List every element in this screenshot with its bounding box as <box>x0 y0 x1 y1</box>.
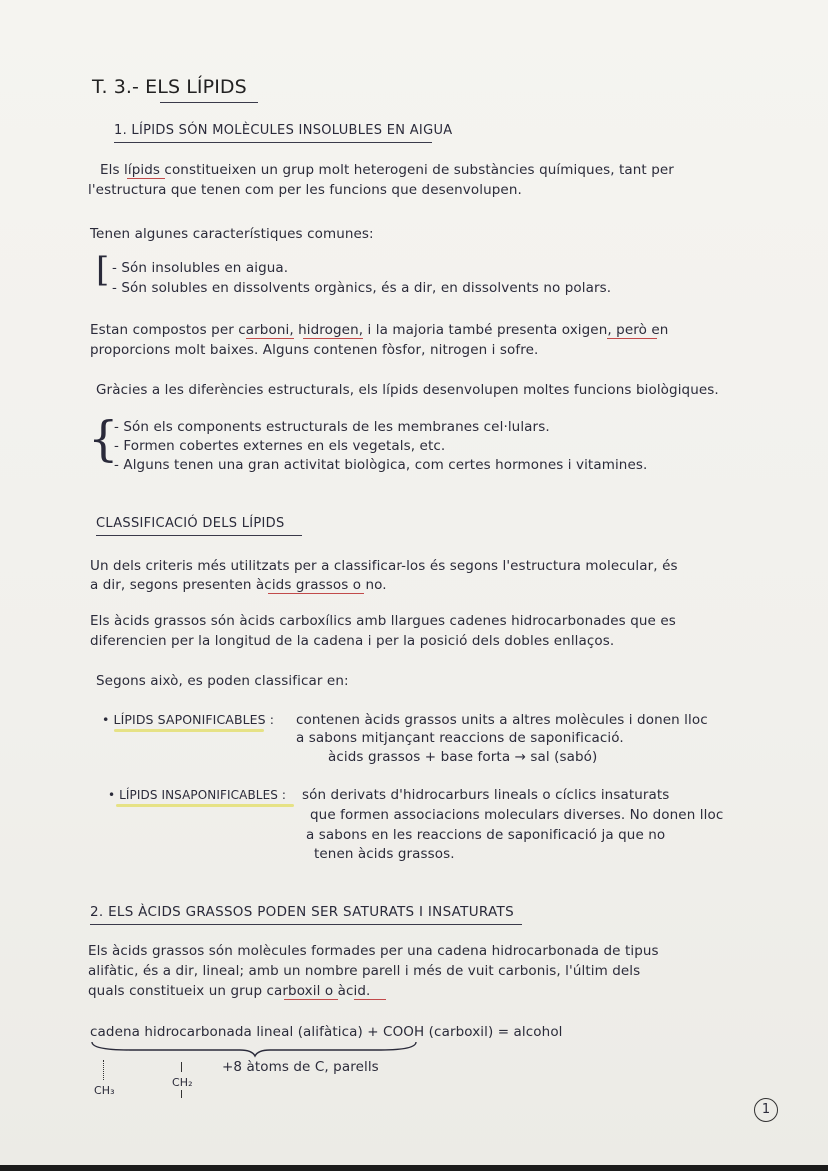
word-underline-acids-grassos <box>268 593 364 594</box>
formula-brace <box>90 1040 420 1058</box>
saponificables-line1: contenen àcids grassos units a altres molècules i donen lloc <box>296 712 708 728</box>
insaponificables-line2: que formen associacions moleculars diverses. No donen lloc <box>310 807 724 823</box>
classification-heading: CLASSIFICACIÓ DELS LÍPIDS <box>96 516 285 531</box>
section2-para1-line1: Els àcids grassos són molècules formades per una cadena hidrocarbonada de tipus <box>88 943 659 959</box>
classification-para1-line1: Un dels criteris més utilitzats per a classificar-los és segons l'estructura molecular, és <box>90 558 678 574</box>
ch2-bond-top <box>181 1062 182 1072</box>
formula-line: cadena hidrocarbonada lineal (alifàtica) + COOH (carboxil) = alcohol <box>90 1024 563 1040</box>
list1-bracket: [ <box>96 250 110 290</box>
classification-heading-underline <box>96 535 302 536</box>
insaponificables-line1: són derivats d'hidrocarburs lineals o cíclics insaturats <box>302 787 670 803</box>
section1-para3-line1: Estan compostos per carboni, hidrogen, i la majoria també presenta oxigen, però en <box>90 322 669 338</box>
word-underline-lipids <box>127 178 165 179</box>
classification-para2-line2: diferencien per la longitud de la cadena i per la posició dels dobles enllaços. <box>90 633 615 649</box>
page-number: 1 <box>754 1098 778 1122</box>
list2-brace: { <box>88 411 119 467</box>
title-underline <box>160 102 258 103</box>
section1-heading: 1. LÍPIDS SÓN MOLÈCULES INSOLUBLES EN AIGUA <box>114 123 453 138</box>
saponificables-line2: a sabons mitjançant reaccions de saponificació. <box>296 730 624 746</box>
section1-heading-underline <box>114 142 432 143</box>
section1-para3-line2: proporcions molt baixes. Alguns contenen fòsfor, nitrogen i sofre. <box>90 342 539 358</box>
section2-heading-underline <box>90 924 522 925</box>
section1-para1-line2: l'estructura que tenen com per les funcions que desenvolupen. <box>88 182 522 198</box>
classification-para1-line2: a dir, segons presenten àcids grassos o no. <box>90 577 387 593</box>
atoms-note: +8 àtoms de C, parells <box>222 1059 379 1075</box>
classification-para2-line1: Els àcids grassos són àcids carboxílics amb llargues cadenes hidrocarbonades que es <box>90 613 676 629</box>
word-underline-hidrogen <box>303 338 363 339</box>
saponificables-reaction: àcids grassos + base forta → sal (sabó) <box>328 749 598 765</box>
section1-intro4: Gràcies a les diferències estructurals, els lípids desenvolupen moltes funcions biològiques. <box>96 382 719 398</box>
ch3-label: CH₃ <box>94 1084 115 1097</box>
insaponificables-line3: a sabons en les reaccions de saponificació ja que no <box>306 827 666 843</box>
section1-intro2: Tenen algunes característiques comunes: <box>90 226 374 242</box>
classification-intro3: Segons això, es poden classificar en: <box>96 673 349 689</box>
word-underline-carboxil <box>284 999 338 1000</box>
insaponificables-line4: tenen àcids grassos. <box>314 846 455 862</box>
insaponificables-label: • LÍPIDS INSAPONIFICABLES : <box>108 788 287 802</box>
saponificables-label: • LÍPIDS SAPONIFICABLES : <box>102 712 275 727</box>
ch3-bond <box>103 1060 105 1080</box>
list2-item3: - Alguns tenen una gran activitat biològica, com certes hormones i vitamines. <box>114 457 648 473</box>
word-underline-acid <box>354 999 386 1000</box>
word-underline-carboni <box>246 338 294 339</box>
section2-para1-line2: alifàtic, és a dir, lineal; amb un nombre parell i més de vuit carbonis, l'últim dels <box>88 963 641 979</box>
ch2-bond-bottom <box>181 1090 182 1098</box>
section2-para1-line3: quals constitueix un grup carboxil o àcid. <box>88 983 371 999</box>
list1-item2: - Són solubles en dissolvents orgànics, és a dir, en dissolvents no polars. <box>112 280 612 296</box>
list1-item1: - Són insolubles en aigua. <box>112 260 289 276</box>
section1-para1-line1: Els lípids constitueixen un grup molt heterogeni de substàncies químiques, tant per <box>100 162 674 178</box>
page-title: T. 3.- ELS LÍPIDS <box>92 76 247 98</box>
word-underline-oxigen <box>607 338 657 339</box>
insaponificables-highlight <box>116 804 294 807</box>
ch2-label: CH₂ <box>172 1076 193 1089</box>
list2-item1: - Són els components estructurals de les membranes cel·lulars. <box>114 419 550 435</box>
section2-heading: 2. ELS ÀCIDS GRASSOS PODEN SER SATURATS I INSATURATS <box>90 904 514 920</box>
saponificables-highlight <box>114 729 264 732</box>
list2-item2: - Formen cobertes externes en els vegetals, etc. <box>114 438 446 454</box>
